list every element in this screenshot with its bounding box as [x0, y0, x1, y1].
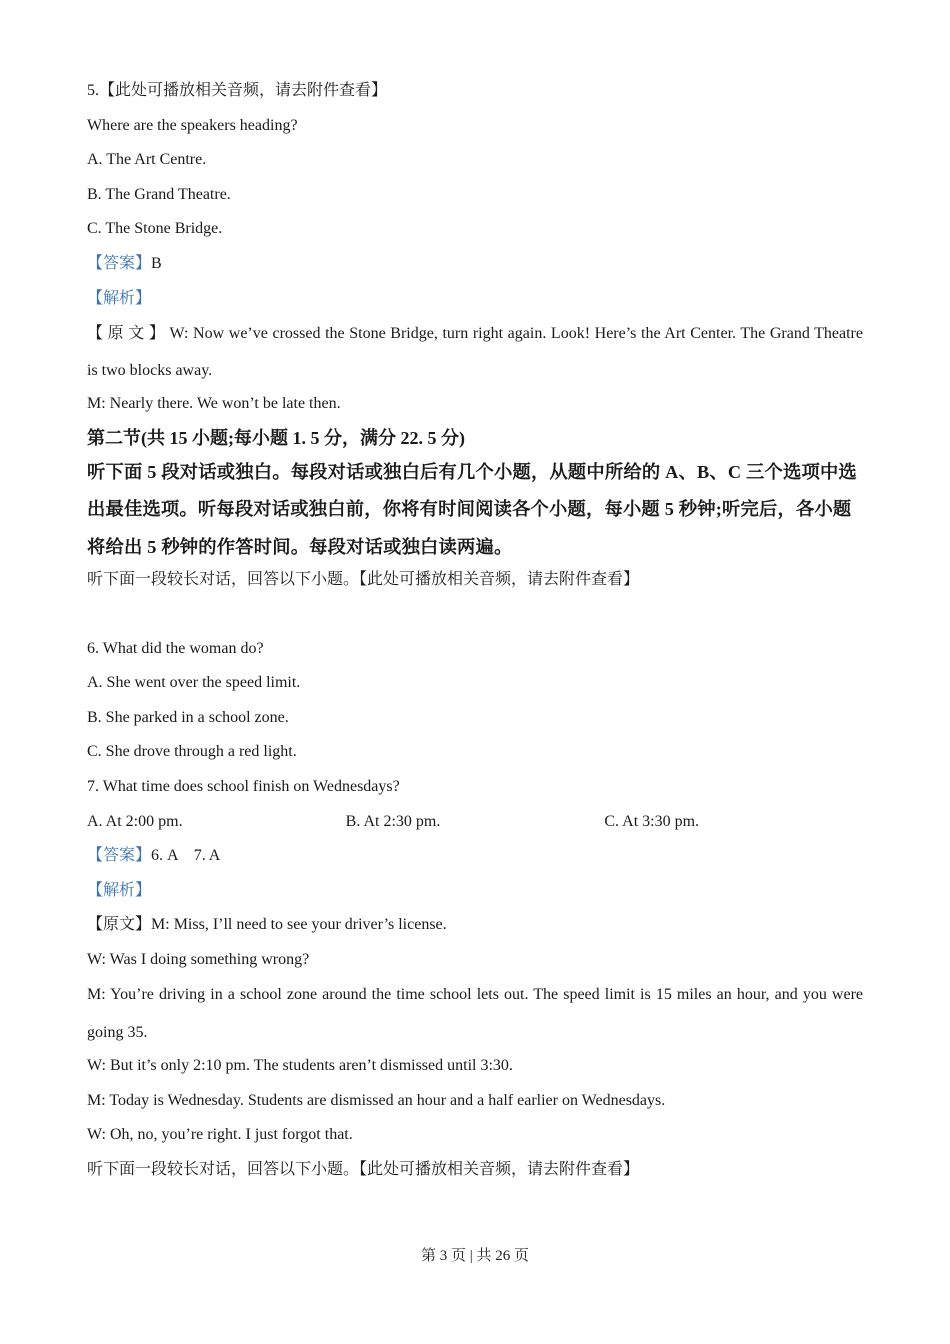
q6-option-b: B. She parked in a school zone. — [87, 708, 289, 726]
q67-transcript-1 — [87, 915, 863, 935]
q7-option-b: B. At 2:30 pm. — [345, 812, 441, 830]
q6-option-c: C. She drove through a red light. — [87, 743, 297, 761]
transcript-text: W: Now we’ve crossed the Stone Bridge, turn right again. Look! Here’s the Art Center. The Grand Theatre is two blocks away. — [87, 324, 863, 380]
section2-prompt-1: 听下面一段较长对话，回答以下小题。【此处可播放相关音频，请去附件查看】 — [87, 571, 640, 589]
q67-answer — [87, 846, 863, 866]
q7-options — [87, 812, 863, 832]
q67-transcript-2: W: Was I doing something wrong? — [87, 951, 310, 968]
q5-question: Where are the speakers heading? — [87, 116, 298, 134]
section2-title: 第二节(共 15 小题;每小题 1. 5 分，满分 22. 5 分) — [87, 427, 465, 448]
q5-transcript-1 — [87, 315, 863, 390]
q5-option-c: C. The Stone Bridge. — [87, 220, 223, 238]
transcript-tag: 【原文】 — [87, 916, 152, 934]
q5-answer — [87, 254, 863, 274]
answer-value: B — [151, 254, 162, 272]
q67-transcript-6: W: Oh, no, you’re right. I just forgot that. — [87, 1126, 353, 1144]
q7-option-a: A. At 2:00 pm. — [87, 812, 183, 830]
q7-option-c: C. At 3:30 pm. — [604, 812, 700, 830]
q6-question: 6. What did the woman do? — [87, 639, 264, 657]
q7-question: 7. What time does school finish on Wednesdays? — [87, 778, 400, 796]
q6-option-a: A. She went over the speed limit. — [87, 674, 301, 692]
q67-transcript-4: W: But it’s only 2:10 pm. The students aren’t dismissed until 3:30. — [87, 1057, 513, 1074]
q67-transcript-5: M: Today is Wednesday. Students are dismissed an hour and a half earlier on Wednesdays. — [87, 1091, 666, 1109]
document-page — [87, 72, 863, 1180]
q5-transcript-2: M: Nearly there. We won’t be late then. — [87, 394, 341, 412]
answer-tag: 【答案】 — [87, 847, 152, 865]
q67-transcript-3: M: You’re driving in a school zone around the time school lets out. The speed limit is 15 miles an hour, and you were going 35. — [87, 986, 863, 1041]
page-footer: 第 3 页 | 共 26 页 — [420, 1248, 529, 1264]
q67-analysis-tag: 【解析】 — [87, 881, 152, 899]
q5-option-b: B. The Grand Theatre. — [87, 185, 231, 203]
answer-tag: 【答案】 — [87, 254, 152, 272]
answer-value: 6. A 7. A — [151, 847, 221, 865]
transcript-tag: 【原文】 — [87, 324, 170, 342]
next-dialogue-prompt: 听下面一段较长对话，回答以下小题。【此处可播放相关音频，请去附件查看】 — [87, 1160, 640, 1178]
section2-instructions: 听下面 5 段对话或独白。每段对话或独白后有几个小题，从题中所给的 A、B、C 三个选项中选出最佳选项。听每段对话或独白前，你将有时间阅读各个小题，每小题 5 秒钟;听完后，各小题将给出 5 秒钟的作答时间。每段对话或独白读两遍。 — [87, 461, 857, 557]
q5-header: 5.【此处可播放相关音频，请去附件查看】 — [87, 82, 388, 99]
q5-option-a: A. The Art Centre. — [87, 151, 207, 169]
transcript-text: M: Miss, I’ll need to see your driver’s license. — [151, 916, 447, 934]
q5-analysis-tag: 【解析】 — [87, 289, 152, 307]
